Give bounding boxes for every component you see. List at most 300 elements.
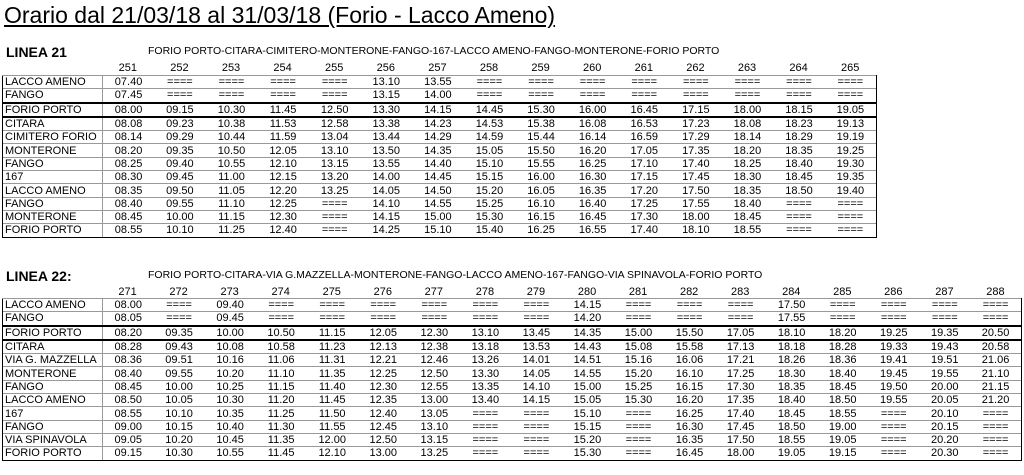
stop-name: MONTERONE xyxy=(3,210,103,223)
table-row xyxy=(3,131,877,144)
departure-time: 17.50 xyxy=(766,299,817,312)
run-number: 271 xyxy=(118,286,137,298)
departure-time: 09.29 xyxy=(154,131,206,144)
stop-name: FANGO xyxy=(3,312,103,326)
departure-time: 12.50 xyxy=(309,103,361,117)
departure-time: 14.23 xyxy=(412,117,464,131)
departure-time: 16.59 xyxy=(618,131,670,144)
departure-time: 16.45 xyxy=(567,210,619,223)
line-22-timetable xyxy=(2,298,1022,461)
departure-time: ==== xyxy=(664,299,715,312)
departure-time: 10.00 xyxy=(205,326,256,340)
departure-time: 12.35 xyxy=(358,394,409,407)
departure-time: 18.40 xyxy=(817,367,868,380)
run-number: 252 xyxy=(170,62,189,74)
departure-time: 11.23 xyxy=(307,340,358,354)
departure-time: 16.35 xyxy=(664,433,715,446)
stop-name: 167 xyxy=(3,171,103,184)
departure-time: 16.15 xyxy=(515,210,567,223)
departure-time: 09.55 xyxy=(154,197,206,210)
departure-time: 17.45 xyxy=(715,420,766,433)
departure-time: 11.15 xyxy=(307,326,358,340)
departure-time: 10.16 xyxy=(205,354,256,367)
run-number: 261 xyxy=(634,62,653,74)
departure-time: ==== xyxy=(919,312,970,326)
departure-time: 12.30 xyxy=(409,326,460,340)
run-number: 280 xyxy=(577,286,597,298)
run-number: 256 xyxy=(376,62,395,74)
departure-time: 10.58 xyxy=(256,340,307,354)
departure-time: 18.50 xyxy=(817,394,868,407)
line-22-route: FORIO PORTO-CITARA-VIA G.MAZZELLA-MONTERONE-FANGO-LACCO AMENO-167-FANGO-VIA SPINAVOLA-FORIO PORTO xyxy=(148,269,763,281)
departure-time: 20.15 xyxy=(919,420,970,433)
departure-time: 18.15 xyxy=(773,103,825,117)
departure-time: 11.15 xyxy=(256,380,307,393)
departure-time: 16.53 xyxy=(618,117,670,131)
table-row xyxy=(3,312,1022,326)
departure-time: 14.40 xyxy=(412,157,464,170)
departure-time: 19.50 xyxy=(868,380,919,393)
departure-time: 20.10 xyxy=(919,407,970,420)
departure-time: 10.50 xyxy=(206,144,258,157)
departure-time: 17.30 xyxy=(715,380,766,393)
departure-time: 14.10 xyxy=(360,197,412,210)
line-21-route: FORIO PORTO-CITARA-CIMITERO-MONTERONE-FANGO-167-LACCO AMENO-FANGO-MONTERONE-FORIO PORTO xyxy=(148,45,720,57)
run-number: 272 xyxy=(169,286,188,298)
departure-time: ==== xyxy=(460,447,511,460)
departure-time: 16.45 xyxy=(664,447,715,460)
table-row xyxy=(3,299,1022,312)
departure-time: 12.20 xyxy=(257,184,309,197)
departure-time: 13.18 xyxy=(460,340,511,354)
departure-time: 13.55 xyxy=(412,76,464,89)
run-number: 257 xyxy=(428,62,447,74)
departure-time: 14.51 xyxy=(562,354,613,367)
stop-name: 167 xyxy=(3,407,103,420)
departure-time: ==== xyxy=(868,447,919,460)
departure-time: 17.23 xyxy=(670,117,722,131)
departure-time: ==== xyxy=(511,420,562,433)
departure-time: 10.25 xyxy=(205,380,256,393)
run-number: 275 xyxy=(322,286,341,298)
departure-time: 19.51 xyxy=(919,354,970,367)
table-row xyxy=(3,89,877,103)
departure-time: 14.01 xyxy=(511,354,562,367)
departure-time: 13.50 xyxy=(360,144,412,157)
departure-time: 19.55 xyxy=(868,394,919,407)
departure-time: 17.20 xyxy=(618,184,670,197)
departure-time: 14.20 xyxy=(562,312,613,326)
departure-time: ==== xyxy=(460,299,511,312)
departure-time: 17.29 xyxy=(670,131,722,144)
departure-time: ==== xyxy=(154,312,205,326)
departure-time: 15.25 xyxy=(464,197,516,210)
departure-time: 11.45 xyxy=(256,447,307,460)
departure-time: 18.26 xyxy=(766,354,817,367)
departure-time: 10.00 xyxy=(154,380,205,393)
departure-time: ==== xyxy=(773,210,825,223)
departure-time: 18.36 xyxy=(817,354,868,367)
departure-time: 18.55 xyxy=(766,433,817,446)
departure-time: 21.20 xyxy=(970,394,1021,407)
departure-time: 12.13 xyxy=(358,340,409,354)
departure-time: 16.05 xyxy=(515,184,567,197)
departure-time: 18.50 xyxy=(773,184,825,197)
departure-time: 15.15 xyxy=(464,171,516,184)
departure-time: ==== xyxy=(664,312,715,326)
departure-time: 10.10 xyxy=(154,407,205,420)
departure-time: ==== xyxy=(722,89,774,103)
departure-time: 09.23 xyxy=(154,117,206,131)
departure-time: ==== xyxy=(567,89,619,103)
run-number: 279 xyxy=(526,286,546,298)
departure-time: 09.15 xyxy=(103,447,154,460)
departure-time: 20.00 xyxy=(919,380,970,393)
departure-time: 11.10 xyxy=(206,197,258,210)
table-row xyxy=(3,367,1022,380)
departure-time: ==== xyxy=(358,299,409,312)
run-number: 287 xyxy=(935,286,954,298)
departure-time: 14.55 xyxy=(562,367,613,380)
departure-time: ==== xyxy=(515,89,567,103)
departure-time: 08.14 xyxy=(103,131,155,144)
departure-time: 11.45 xyxy=(257,103,309,117)
departure-time: 19.33 xyxy=(868,340,919,354)
departure-time: 15.05 xyxy=(464,144,516,157)
departure-time: ==== xyxy=(307,299,358,312)
departure-time: 09.40 xyxy=(205,299,256,312)
stop-name: LACCO AMENO xyxy=(3,76,103,89)
departure-time: 16.40 xyxy=(567,197,619,210)
departure-time: ==== xyxy=(970,299,1021,312)
run-number: 264 xyxy=(789,62,808,74)
departure-time: 11.55 xyxy=(307,420,358,433)
departure-time: 12.55 xyxy=(409,380,460,393)
departure-time: 21.10 xyxy=(970,367,1021,380)
departure-time: 16.14 xyxy=(567,131,619,144)
departure-time: 12.40 xyxy=(257,224,309,237)
departure-time: 11.15 xyxy=(206,210,258,223)
departure-time: 15.50 xyxy=(515,144,567,157)
departure-time: ==== xyxy=(722,76,774,89)
departure-time: ==== xyxy=(825,224,877,237)
departure-time: 19.00 xyxy=(817,420,868,433)
departure-time: 10.50 xyxy=(256,326,307,340)
stop-name: FANGO xyxy=(3,380,103,393)
departure-time: 15.15 xyxy=(562,420,613,433)
departure-time: ==== xyxy=(206,89,258,103)
departure-time: 18.14 xyxy=(722,131,774,144)
departure-time: 11.35 xyxy=(307,367,358,380)
departure-time: 12.40 xyxy=(358,407,409,420)
departure-time: 12.46 xyxy=(409,354,460,367)
departure-time: 19.40 xyxy=(825,184,877,197)
departure-time: 16.10 xyxy=(664,367,715,380)
run-number: 273 xyxy=(220,286,239,298)
departure-time: 15.58 xyxy=(664,340,715,354)
departure-time: ==== xyxy=(817,299,868,312)
departure-time: 14.05 xyxy=(511,367,562,380)
departure-time: 07.40 xyxy=(103,76,155,89)
departure-time: ==== xyxy=(618,89,670,103)
departure-time: 08.55 xyxy=(103,224,155,237)
departure-time: 17.40 xyxy=(618,224,670,237)
departure-time: 11.45 xyxy=(307,394,358,407)
departure-time: 21.06 xyxy=(970,354,1021,367)
departure-time: 19.25 xyxy=(825,144,877,157)
run-number: 284 xyxy=(782,286,801,298)
run-number: 285 xyxy=(833,286,852,298)
departure-time: 15.30 xyxy=(515,103,567,117)
departure-time: 12.05 xyxy=(358,326,409,340)
departure-time: ==== xyxy=(613,407,664,420)
departure-time: ==== xyxy=(567,76,619,89)
departure-time: ==== xyxy=(970,407,1021,420)
departure-time: 12.25 xyxy=(257,197,309,210)
departure-time: 21.15 xyxy=(970,380,1021,393)
departure-time: 08.05 xyxy=(103,312,154,326)
departure-time: 10.00 xyxy=(154,210,206,223)
departure-time: ==== xyxy=(868,407,919,420)
departure-time: 10.38 xyxy=(206,117,258,131)
run-number: 258 xyxy=(479,62,499,74)
departure-time: ==== xyxy=(970,447,1021,460)
departure-time: 16.35 xyxy=(567,184,619,197)
departure-time: 08.20 xyxy=(103,144,155,157)
departure-time: 14.15 xyxy=(511,394,562,407)
departure-time: 08.25 xyxy=(103,157,155,170)
departure-time: 20.20 xyxy=(919,433,970,446)
departure-time: 10.30 xyxy=(154,447,205,460)
departure-time: 09.45 xyxy=(154,171,206,184)
departure-time: ==== xyxy=(773,89,825,103)
departure-time: 12.05 xyxy=(257,144,309,157)
departure-time: 13.40 xyxy=(460,394,511,407)
departure-time: 11.06 xyxy=(256,354,307,367)
stop-name: FORIO PORTO xyxy=(3,103,103,117)
departure-time: ==== xyxy=(256,299,307,312)
departure-time: 08.20 xyxy=(103,326,154,340)
table-row xyxy=(3,103,877,117)
departure-time: 15.40 xyxy=(464,224,516,237)
departure-time: 18.45 xyxy=(766,407,817,420)
departure-time: ==== xyxy=(309,210,361,223)
stop-name: MONTERONE xyxy=(3,144,103,157)
departure-time: ==== xyxy=(460,433,511,446)
departure-time: 19.35 xyxy=(919,326,970,340)
departure-time: ==== xyxy=(868,420,919,433)
departure-time: 17.55 xyxy=(670,197,722,210)
departure-time: 17.05 xyxy=(715,326,766,340)
departure-time: 16.30 xyxy=(664,420,715,433)
departure-time: ==== xyxy=(825,76,877,89)
departure-time: 13.30 xyxy=(360,103,412,117)
departure-time: 15.20 xyxy=(613,367,664,380)
run-number: 282 xyxy=(679,286,699,298)
departure-time: 20.05 xyxy=(919,394,970,407)
departure-time: ==== xyxy=(309,224,361,237)
departure-time: 20.50 xyxy=(970,326,1021,340)
departure-time: 18.45 xyxy=(773,171,825,184)
departure-time: 11.25 xyxy=(256,407,307,420)
departure-time: 10.10 xyxy=(154,224,206,237)
departure-time: 14.35 xyxy=(562,326,613,340)
departure-time: ==== xyxy=(515,76,567,89)
departure-time: 15.05 xyxy=(562,394,613,407)
departure-time: ==== xyxy=(817,312,868,326)
departure-time: 17.05 xyxy=(618,144,670,157)
departure-time: ==== xyxy=(868,433,919,446)
departure-time: ==== xyxy=(460,312,511,326)
departure-time: 09.40 xyxy=(154,157,206,170)
departure-time: 11.53 xyxy=(257,117,309,131)
departure-time: ==== xyxy=(613,312,664,326)
run-number: 254 xyxy=(273,62,292,74)
departure-time: 13.15 xyxy=(309,157,361,170)
departure-time: 19.55 xyxy=(919,367,970,380)
departure-time: 14.10 xyxy=(511,380,562,393)
departure-time: ==== xyxy=(511,433,562,446)
departure-time: 18.23 xyxy=(773,117,825,131)
departure-time: ==== xyxy=(613,420,664,433)
departure-time: 09.51 xyxy=(154,354,205,367)
departure-time: 10.05 xyxy=(154,394,205,407)
stop-name: VIA G. MAZZELLA xyxy=(3,354,103,367)
departure-time: ==== xyxy=(715,312,766,326)
stop-name: FANGO xyxy=(3,89,103,103)
departure-time: 13.25 xyxy=(409,447,460,460)
departure-time: 18.10 xyxy=(670,224,722,237)
departure-time: 13.45 xyxy=(511,326,562,340)
departure-time: 10.08 xyxy=(205,340,256,354)
departure-time: 14.55 xyxy=(412,197,464,210)
departure-time: ==== xyxy=(970,433,1021,446)
departure-time: 14.15 xyxy=(562,299,613,312)
departure-time: 16.25 xyxy=(567,157,619,170)
departure-time: ==== xyxy=(460,420,511,433)
departure-time: 18.18 xyxy=(766,340,817,354)
departure-time: 18.45 xyxy=(722,210,774,223)
departure-time: 12.00 xyxy=(307,433,358,446)
departure-time: ==== xyxy=(825,89,877,103)
departure-time: ==== xyxy=(970,312,1021,326)
departure-time: 18.35 xyxy=(773,144,825,157)
stop-name: MONTERONE xyxy=(3,367,103,380)
departure-time: 13.00 xyxy=(409,394,460,407)
departure-time: 19.05 xyxy=(766,447,817,460)
departure-time: 08.45 xyxy=(103,210,155,223)
departure-time: 10.20 xyxy=(205,367,256,380)
departure-time: 15.44 xyxy=(515,131,567,144)
departure-time: 11.40 xyxy=(307,380,358,393)
departure-time: 17.45 xyxy=(670,171,722,184)
departure-time: 11.10 xyxy=(256,367,307,380)
departure-time: ==== xyxy=(919,299,970,312)
departure-time: 12.10 xyxy=(307,447,358,460)
departure-time: ==== xyxy=(613,447,664,460)
departure-time: 16.20 xyxy=(567,144,619,157)
departure-time: 20.58 xyxy=(970,340,1021,354)
departure-time: 08.55 xyxy=(103,407,154,420)
departure-time: 13.10 xyxy=(360,76,412,89)
departure-time: 19.19 xyxy=(825,131,877,144)
departure-time: ==== xyxy=(773,224,825,237)
departure-time: ==== xyxy=(670,89,722,103)
departure-time: 13.20 xyxy=(309,171,361,184)
departure-time: 15.00 xyxy=(562,380,613,393)
departure-time: 17.40 xyxy=(715,407,766,420)
departure-time: ==== xyxy=(257,89,309,103)
run-number: 276 xyxy=(373,286,392,298)
departure-time: 11.30 xyxy=(256,420,307,433)
departure-time: 08.45 xyxy=(103,380,154,393)
line-21-name: LINEA 21 xyxy=(6,44,67,60)
run-number: 265 xyxy=(841,62,860,74)
departure-time: 16.45 xyxy=(618,103,670,117)
departure-time: ==== xyxy=(309,89,361,103)
departure-time: 15.50 xyxy=(664,326,715,340)
departure-time: 18.55 xyxy=(817,407,868,420)
departure-time: 09.05 xyxy=(103,433,154,446)
departure-time: ==== xyxy=(511,407,562,420)
departure-time: 08.40 xyxy=(103,197,155,210)
run-number: 260 xyxy=(583,62,602,74)
departure-time: 11.50 xyxy=(307,407,358,420)
departure-time: 08.28 xyxy=(103,340,154,354)
departure-time: 14.15 xyxy=(360,210,412,223)
table-row xyxy=(3,340,1022,354)
departure-time: 12.50 xyxy=(358,433,409,446)
departure-time: ==== xyxy=(154,299,205,312)
departure-time: 16.10 xyxy=(515,197,567,210)
stop-name: CIMITERO FORIO xyxy=(3,131,103,144)
departure-time: 11.59 xyxy=(257,131,309,144)
departure-time: 18.10 xyxy=(766,326,817,340)
departure-time: 14.50 xyxy=(412,184,464,197)
departure-time: ==== xyxy=(309,197,361,210)
departure-time: 17.13 xyxy=(715,340,766,354)
departure-time: ==== xyxy=(868,312,919,326)
departure-time: ==== xyxy=(773,76,825,89)
departure-time: 07.45 xyxy=(103,89,155,103)
stop-name: CITARA xyxy=(3,340,103,354)
line-21-timetable xyxy=(2,75,877,238)
departure-time: 18.40 xyxy=(766,394,817,407)
stop-name: FANGO xyxy=(3,420,103,433)
departure-time: 16.08 xyxy=(567,117,619,131)
stop-name: LACCO AMENO xyxy=(3,184,103,197)
line-22-name: LINEA 22: xyxy=(6,268,72,284)
run-number: 262 xyxy=(686,62,705,74)
run-number: 251 xyxy=(118,62,137,74)
stop-name: FANGO xyxy=(3,157,103,170)
departure-time: 13.10 xyxy=(409,420,460,433)
departure-time: ==== xyxy=(206,76,258,89)
departure-time: 14.05 xyxy=(360,184,412,197)
departure-time: 17.40 xyxy=(670,157,722,170)
departure-time: 15.30 xyxy=(562,447,613,460)
table-row xyxy=(3,171,877,184)
departure-time: 17.25 xyxy=(715,367,766,380)
departure-time: 14.53 xyxy=(464,117,516,131)
table-row xyxy=(3,433,1022,446)
departure-time: 15.30 xyxy=(613,394,664,407)
departure-time: ==== xyxy=(154,89,206,103)
table-row xyxy=(3,354,1022,367)
departure-time: 15.00 xyxy=(412,210,464,223)
departure-time: 17.50 xyxy=(670,184,722,197)
departure-time: 18.50 xyxy=(766,420,817,433)
